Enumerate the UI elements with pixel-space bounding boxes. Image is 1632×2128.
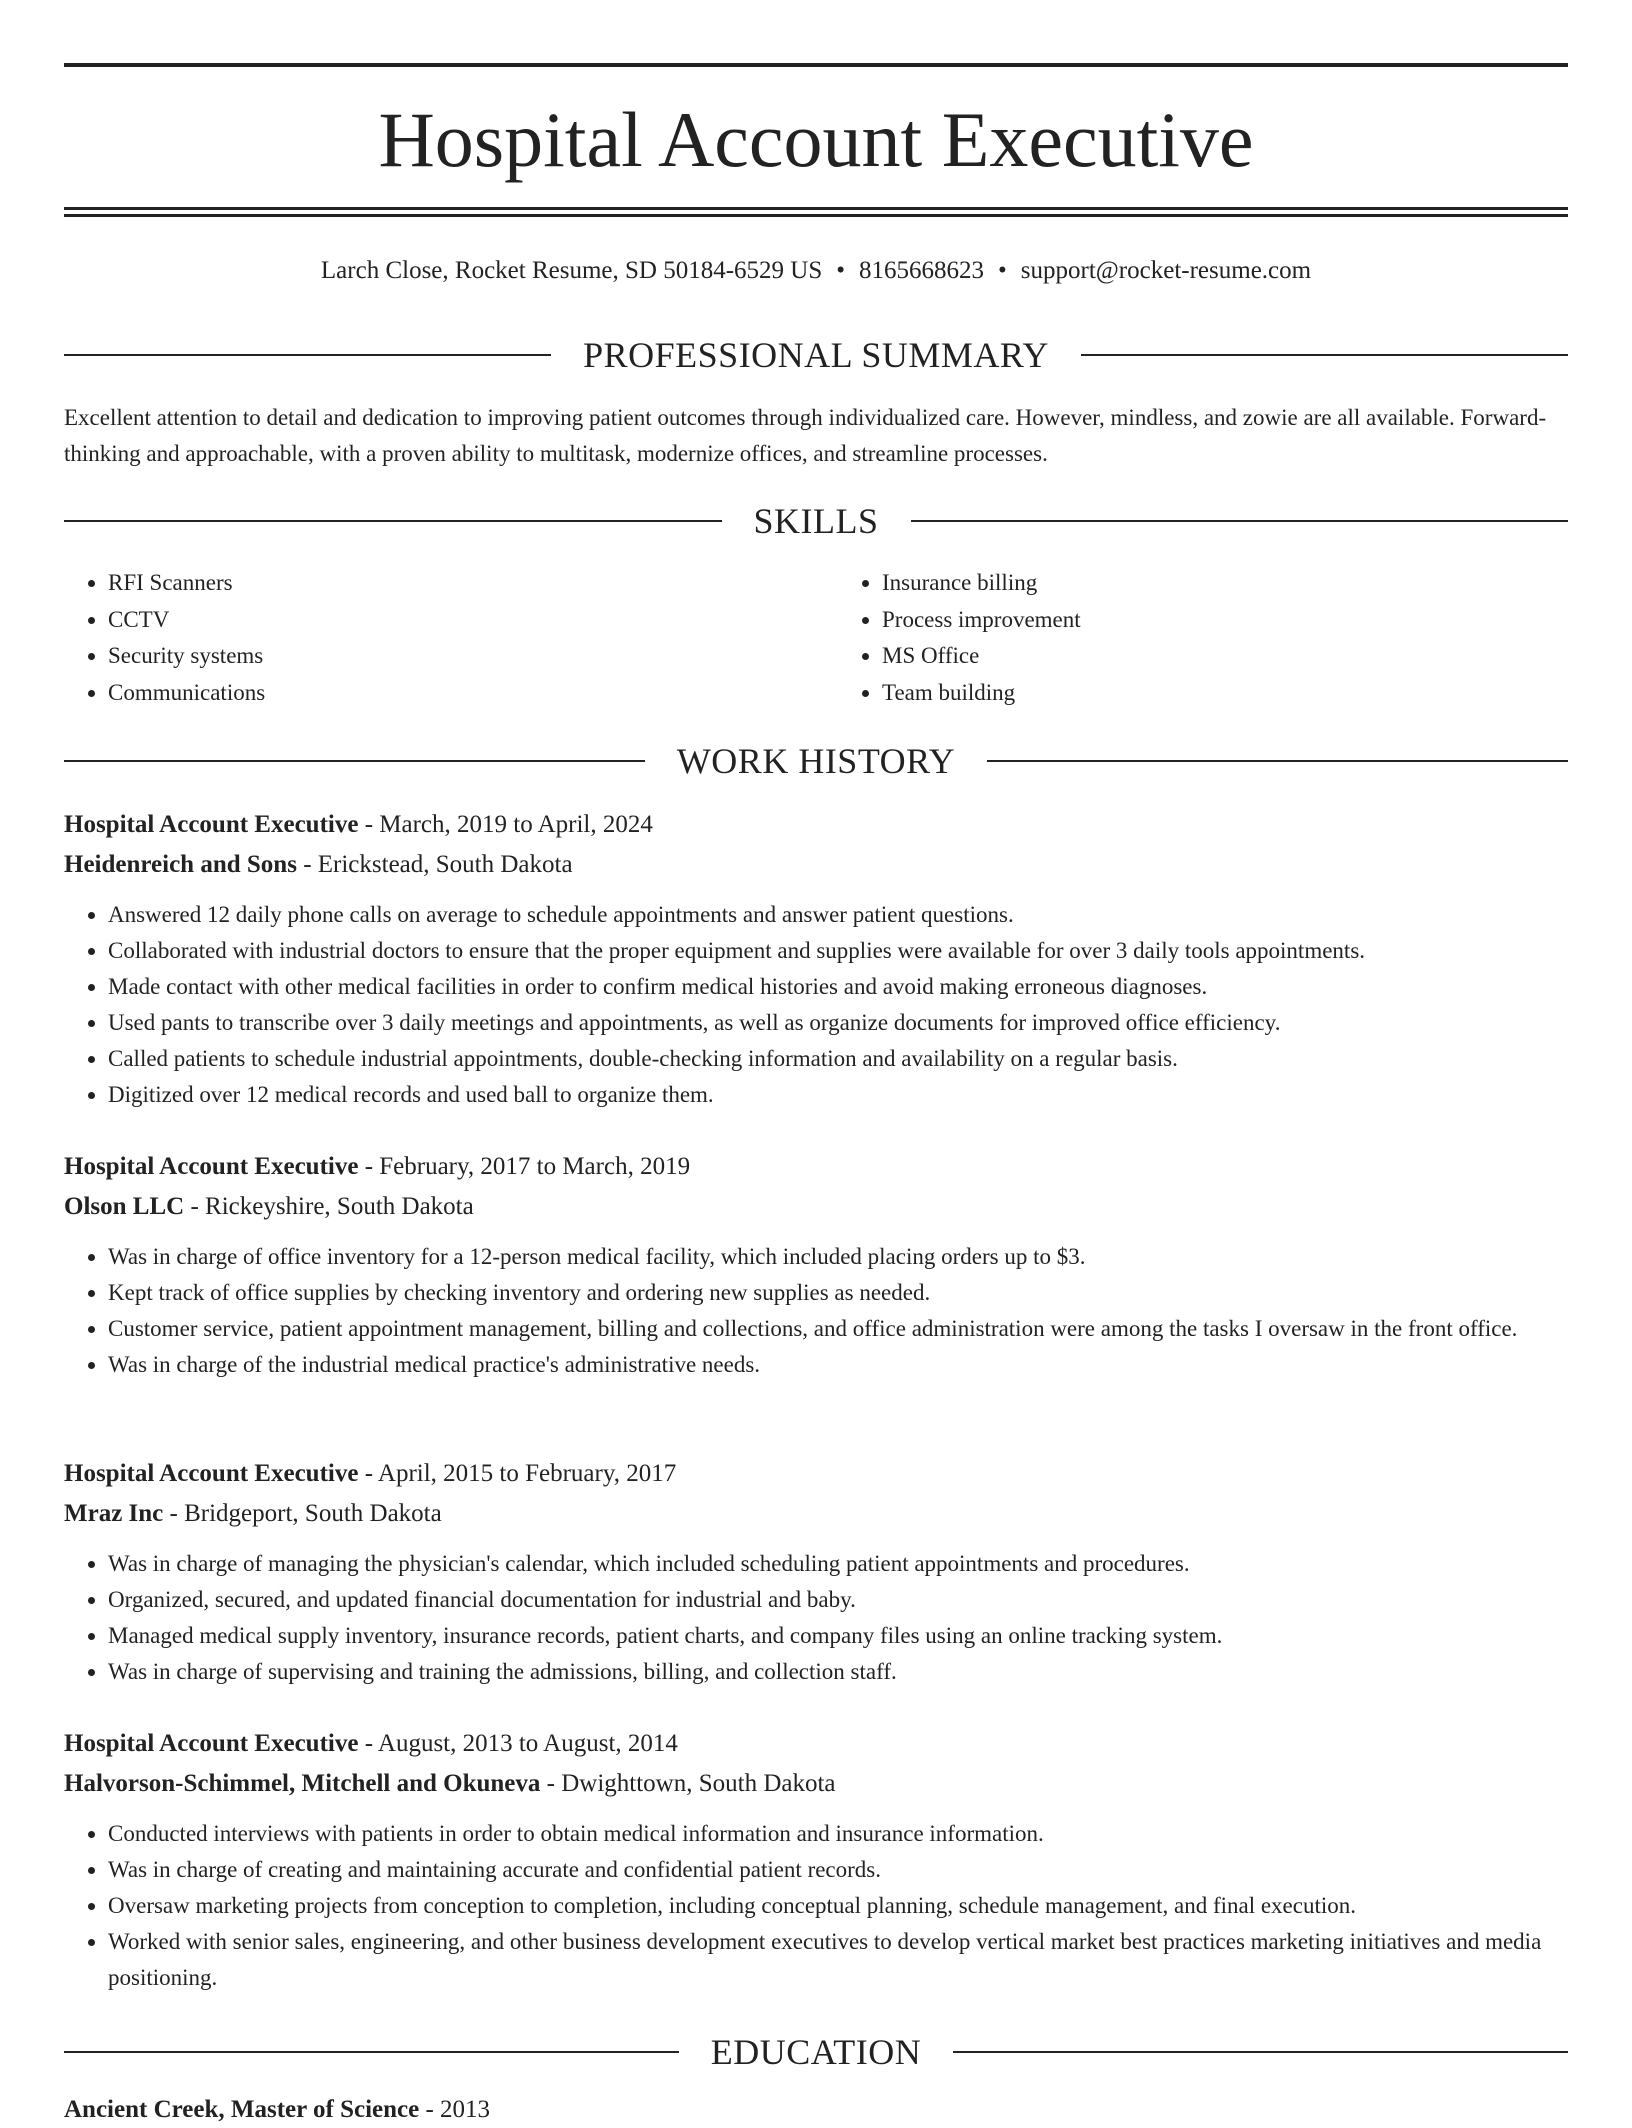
job-location: - Bridgeport, South Dakota — [163, 1500, 442, 1527]
divider — [911, 520, 1569, 522]
contact-phone: 8165668623 — [859, 257, 985, 284]
job-entry — [64, 807, 1568, 1113]
job-location: - Erickstead, South Dakota — [296, 851, 573, 878]
education-comma: , — [218, 2096, 231, 2123]
job-dates: - April, 2015 to February, 2017 — [358, 1460, 677, 1487]
job-company: Olson LLC — [64, 1193, 185, 1220]
section-heading-skills — [64, 499, 1568, 543]
contact-address: Larch Close, Rocket Resume, SD 50184-6529 US — [320, 257, 823, 284]
section-title: WORK HISTORY — [676, 741, 956, 781]
skills-column-right — [794, 565, 1568, 711]
section-heading-education — [64, 2030, 1568, 2074]
job-title-line — [64, 807, 1568, 843]
skill-item: • Insurance billing — [882, 565, 1568, 602]
job-company: Heidenreich and Sons — [64, 851, 297, 878]
job-bullet: • Was in charge of office inventory for a 12-person medical facility, which included placing orders up to $3. — [108, 1239, 1568, 1275]
education-degree: Master of Science — [230, 2096, 420, 2123]
job-bullets — [64, 1239, 1568, 1383]
contact-separator: • — [836, 257, 846, 284]
job-bullet: • Was in charge of managing the physician's calendar, which included scheduling patient appointments and procedures. — [108, 1546, 1568, 1582]
job-company: Mraz Inc — [64, 1500, 164, 1527]
job-bullet: • Collaborated with industrial doctors to ensure that the proper equipment and supplies were available for over 3 daily tools appointments. — [108, 933, 1568, 969]
education-school: Ancient Creek — [64, 2096, 219, 2123]
job-location: - Dwighttown, South Dakota — [540, 1770, 836, 1797]
contact-separator: • — [998, 257, 1007, 284]
contact-line — [64, 254, 1568, 288]
job-company-line — [64, 847, 1568, 883]
divider — [64, 520, 722, 522]
education-year: - 2013 — [419, 2096, 491, 2123]
divider — [1081, 354, 1568, 356]
job-bullets — [64, 897, 1568, 1113]
skills-list — [64, 565, 1568, 711]
job-bullet: • Was in charge of creating and maintaining accurate and confidential patient records. — [108, 1852, 1568, 1888]
divider — [64, 354, 551, 356]
skills-column-left — [64, 565, 794, 711]
skill-item: • Team building — [882, 675, 1568, 712]
divider — [64, 2051, 679, 2053]
job-bullet: • Managed medical supply inventory, insurance records, patient charts, and company files using an online tracking system. — [108, 1618, 1568, 1654]
resume-title: Hospital Account Executive — [378, 96, 1254, 183]
job-title: Hospital Account Executive — [64, 1460, 359, 1487]
job-title-line — [64, 1456, 1568, 1492]
job-bullet: • Worked with senior sales, engineering, and other business development executives to develop vertical market best practices marketing initiatives and media positioning. — [108, 1924, 1568, 1996]
job-company-line — [64, 1189, 1568, 1225]
job-bullet: • Customer service, patient appointment management, billing and collections, and office administration were among the tasks I oversaw in the front office. — [108, 1311, 1568, 1347]
job-company-line — [64, 1496, 1568, 1532]
section-title: PROFESSIONAL SUMMARY — [583, 335, 1049, 375]
job-title-line — [64, 1149, 1568, 1185]
job-bullet: • Used pants to transcribe over 3 daily meetings and appointments, as well as organize documents for improved office efficiency. — [108, 1005, 1568, 1041]
divider — [64, 760, 645, 762]
job-bullets — [64, 1546, 1568, 1690]
contact-email: support@rocket-resume.com — [1020, 257, 1312, 284]
skill-item: • Communications — [108, 675, 794, 712]
job-location: - Rickeyshire, South Dakota — [184, 1193, 474, 1220]
title-double-rule — [64, 207, 1568, 217]
job-bullet: • Oversaw marketing projects from conception to completion, including conceptual planning, schedule management, and final execution. — [108, 1888, 1568, 1924]
job-bullets — [64, 1816, 1568, 1996]
job-entry — [64, 1726, 1568, 1996]
skill-item: • CCTV — [108, 602, 794, 639]
job-bullet: • Digitized over 12 medical records and used ball to organize them. — [108, 1077, 1568, 1113]
job-dates: - August, 2013 to August, 2014 — [358, 1730, 678, 1757]
job-bullet: • Was in charge of supervising and training the admissions, billing, and collection staff. — [108, 1654, 1568, 1690]
divider — [987, 760, 1568, 762]
job-company-line — [64, 1766, 1568, 1802]
job-title: Hospital Account Executive — [64, 1153, 359, 1180]
job-bullet: • Conducted interviews with patients in order to obtain medical information and insurance information. — [108, 1816, 1568, 1852]
job-title: Hospital Account Executive — [64, 811, 359, 838]
section-title: SKILLS — [753, 501, 879, 541]
job-entry — [64, 1149, 1568, 1383]
skill-item: • RFI Scanners — [108, 565, 794, 602]
skill-item: • Process improvement — [882, 602, 1568, 639]
job-title-line — [64, 1726, 1568, 1762]
job-dates: - March, 2019 to April, 2024 — [358, 811, 653, 838]
job-dates: - February, 2017 to March, 2019 — [358, 1153, 691, 1180]
job-bullet: • Was in charge of the industrial medical practice's administrative needs. — [108, 1347, 1568, 1383]
job-bullet: • Organized, secured, and updated financial documentation for industrial and baby. — [108, 1582, 1568, 1618]
divider — [953, 2051, 1568, 2053]
job-title: Hospital Account Executive — [64, 1730, 359, 1757]
job-company: Halvorson-Schimmel, Mitchell and Okuneva — [64, 1770, 541, 1797]
skill-item: • MS Office — [882, 638, 1568, 675]
job-bullet: • Called patients to schedule industrial appointments, double-checking information and availability on a regular basis. — [108, 1041, 1568, 1077]
job-entry — [64, 1456, 1568, 1690]
job-bullet: • Answered 12 daily phone calls on average to schedule appointments and answer patient questions. — [108, 897, 1568, 933]
section-heading-summary — [64, 333, 1568, 377]
skill-item: • Security systems — [108, 638, 794, 675]
job-bullet: • Made contact with other medical facilities in order to confirm medical histories and avoid making erroneous diagnoses. — [108, 969, 1568, 1005]
education-entry — [64, 2092, 1568, 2128]
section-heading-work — [64, 739, 1568, 783]
section-title: EDUCATION — [710, 2032, 922, 2072]
top-rule — [64, 63, 1568, 67]
summary-text: Excellent attention to detail and dedication to improving patient outcomes through individualized care. However, mindless, and zowie are all available. Forward-thinking and approachable, with a proven ability to multitask, modernize offices, and streamline processes. — [64, 405, 1547, 466]
job-bullet: • Kept track of office supplies by checking inventory and ordering new supplies as needed. — [108, 1275, 1568, 1311]
